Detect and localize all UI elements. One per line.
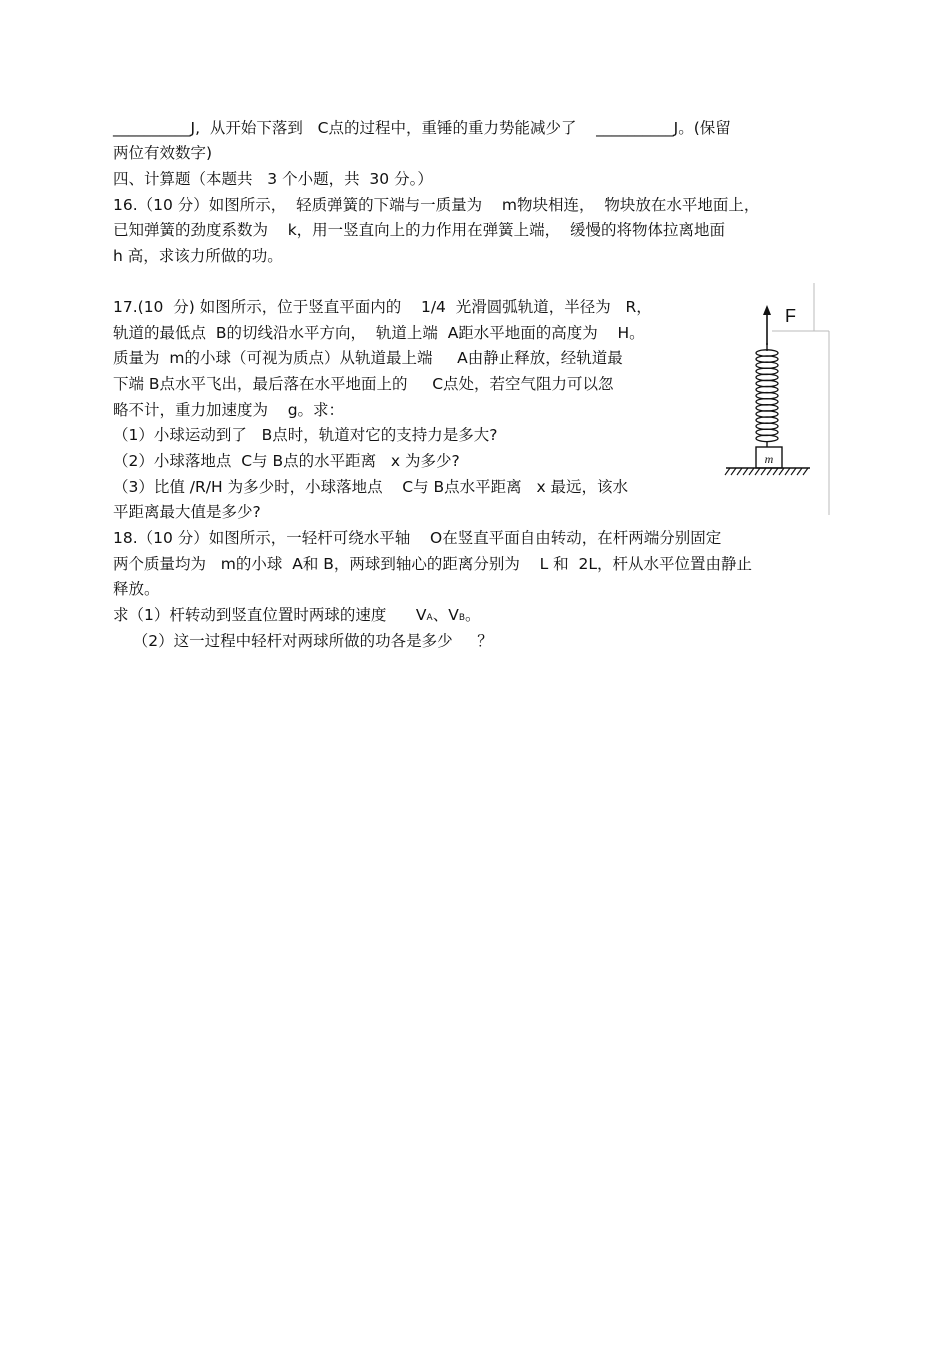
question-17-text: 17.(10 分) 如图所示，位于竖直平面内的 1/4 光滑圆弧轨道，半径为 R， (113, 298, 652, 316)
question-18-part: 求（1）杆转动到竖直位置时两球的速度 VA、VB。 (113, 606, 481, 624)
spring-coil (756, 417, 778, 423)
question-18-text: 两个质量均为 m的小球 A和 B，两球到轴心的距离分别为 L 和 2L，杆从水平位置由静止 (113, 555, 753, 573)
spring-coil (756, 393, 778, 399)
text-line: 两位有效数字) (113, 144, 213, 162)
spring-coil (756, 411, 778, 417)
spring-coil (756, 362, 778, 368)
question-17-part: （2）小球落地点 C与 B点的水平距离 x 为多少? (113, 452, 460, 470)
hatch-line (731, 468, 736, 475)
hatch-line (791, 468, 796, 475)
text-line: __________J, 从开始下落到 C点的过程中，重锤的重力势能减少了 __________J。(保留 (113, 119, 731, 137)
spring-coil (756, 374, 778, 380)
question-17-text: 质量为 m的小球（可视为质点）从轨道最上端 A由静止释放，经轨道最 (113, 349, 623, 367)
hatch-line (773, 468, 778, 475)
spring-coil (756, 399, 778, 405)
mass-label: m (764, 452, 774, 466)
hatch-line (761, 468, 766, 475)
question-18-part: （2）这一过程中轻杆对两球所做的功各是多少 ？ (113, 632, 493, 650)
spring-coil (756, 368, 778, 374)
ground-hatch (725, 468, 808, 475)
hatch-line (737, 468, 742, 475)
spring-mass-figure (712, 283, 832, 515)
hatch-line (779, 468, 784, 475)
spring-coil (756, 429, 778, 435)
hatch-line (797, 468, 802, 475)
hatch-line (749, 468, 754, 475)
question-17-part: （1）小球运动到了 B点时，轨道对它的支持力是多大? (113, 426, 498, 444)
force-label: F (785, 306, 796, 326)
section-heading: 四、计算题（本题共 3 个小题，共 30 分。） (113, 170, 433, 188)
question-16-text: h 高，求该力所做的功。 (113, 247, 283, 265)
question-16-text: 16.（10 分）如图所示， 轻质弹簧的下端与一质量为 m物块相连， 物块放在水平地面上， (113, 196, 760, 214)
arrow-head-icon (763, 305, 771, 315)
hatch-line (785, 468, 790, 475)
question-16-text: 已知弹簧的劲度系数为 k，用一竖直向上的力作用在弹簧上端， 缓慢的将物体拉离地面 (113, 221, 726, 239)
question-17-text: 轨道的最低点 B的切线沿水平方向， 轨道上端 A距水平地面的高度为 H。 (113, 324, 645, 342)
spring-coil-icon (756, 350, 778, 442)
spring-coil (756, 435, 778, 441)
spring-coil (756, 386, 778, 392)
question-17-text: 略不计，重力加速度为 g。求： (113, 401, 345, 419)
spring-coil (756, 380, 778, 386)
hatch-line (725, 468, 730, 475)
question-18-text: 18.（10 分）如图所示，一轻杆可绕水平轴 O在竖直平面自由转动，在杆两端分别固定 (113, 529, 722, 547)
question-17-part: 平距离最大值是多少? (113, 503, 261, 521)
spring-coil (756, 405, 778, 411)
question-17-part: （3）比值 /R/H 为多少时，小球落地点 C与 B点水平距离 x 最远，该水 (113, 478, 629, 496)
hatch-line (767, 468, 772, 475)
hatch-line (755, 468, 760, 475)
question-18-text: 释放。 (113, 580, 160, 598)
spring-coil (756, 356, 778, 362)
hatch-line (743, 468, 748, 475)
spring-coil (756, 423, 778, 429)
question-17-text: 下端 B点水平飞出，最后落在水平地面上的 C点处，若空气阻力可以忽 (113, 375, 614, 393)
hatch-line (803, 468, 808, 475)
